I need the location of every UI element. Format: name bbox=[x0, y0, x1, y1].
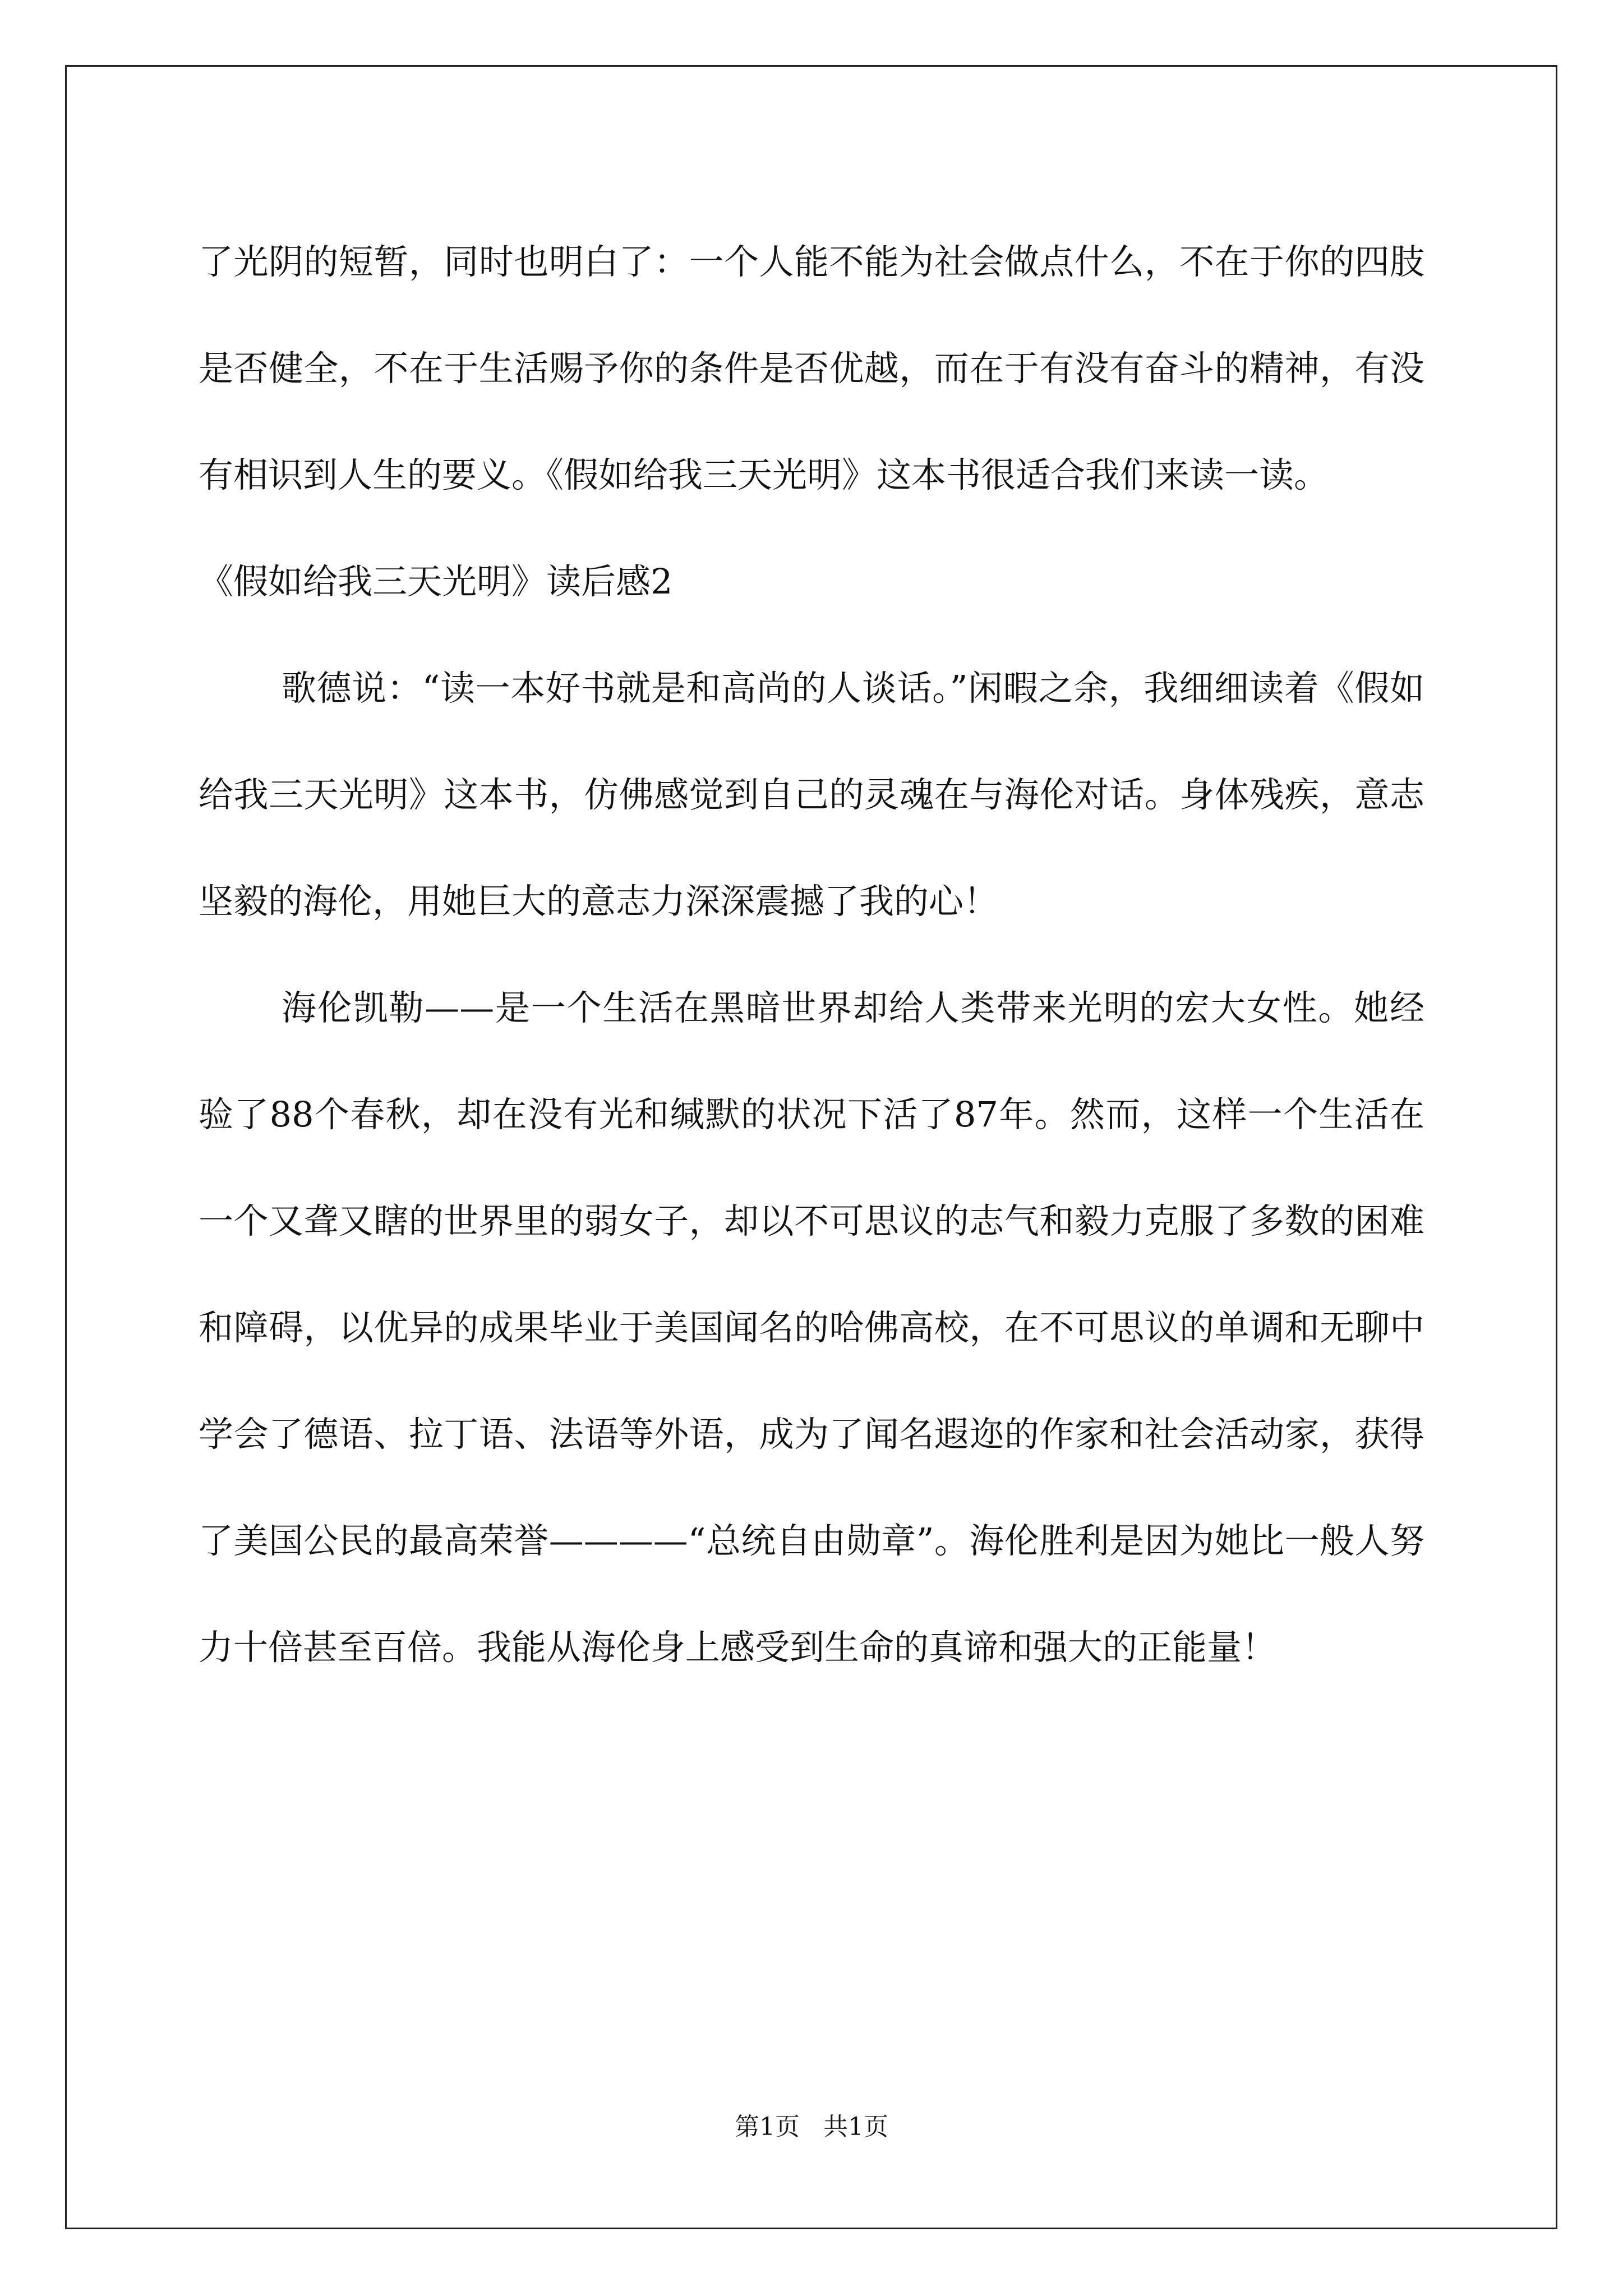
page-number: 第1页 bbox=[735, 2113, 800, 2141]
paragraph-helen-keller: 海伦凯勒——是一个生活在黑暗世界却给人类带来光明的宏大女性。她经验了88个春秋，却在没有光和缄默的状况下活了87年。然而，这样一个生活在一个又聋又瞎的世界里的弱女子，却以不可思议的志气和毅力克服了多数的困难和障碍，以优异的成果毕业于美国闻名的哈佛高校，在不可思议的单调和无聊中学会了德语、拉丁语、法语等外语，成为了闻名遐迩的作家和社会活动家，获得了美国公民的最高荣誉————“总统自由勋章”。海伦胜利是因为她比一般人努力十倍甚至百倍。我能从海伦身上感受到生命的真谛和强大的正能量！ bbox=[199, 987, 1424, 1668]
document-body bbox=[199, 209, 1424, 1701]
section-heading: 《假如给我三天光明》读后感2 bbox=[199, 561, 673, 602]
paragraph-continued: 了光阴的短暂，同时也明白了：一个人能不能为社会做点什么，不在于你的四肢是否健全，不在于生活赐予你的条件是否优越，而在于有没有奋斗的精神，有没有相识到人生的要义。《假如给我三天光明》这本书很适合我们来读一读。 bbox=[199, 241, 1424, 495]
paragraph-goethe-quote: 歌德说：“读一本好书就是和高尚的人谈话。”闲暇之余，我细细读着《假如给我三天光明》这本书，仿佛感觉到自己的灵魂在与海伦对话。身体残疾，意志坚毅的海伦，用她巨大的意志力深深震撼了我的心！ bbox=[199, 668, 1424, 922]
page-footer bbox=[0, 2110, 1623, 2144]
page-total: 共1页 bbox=[823, 2113, 888, 2141]
